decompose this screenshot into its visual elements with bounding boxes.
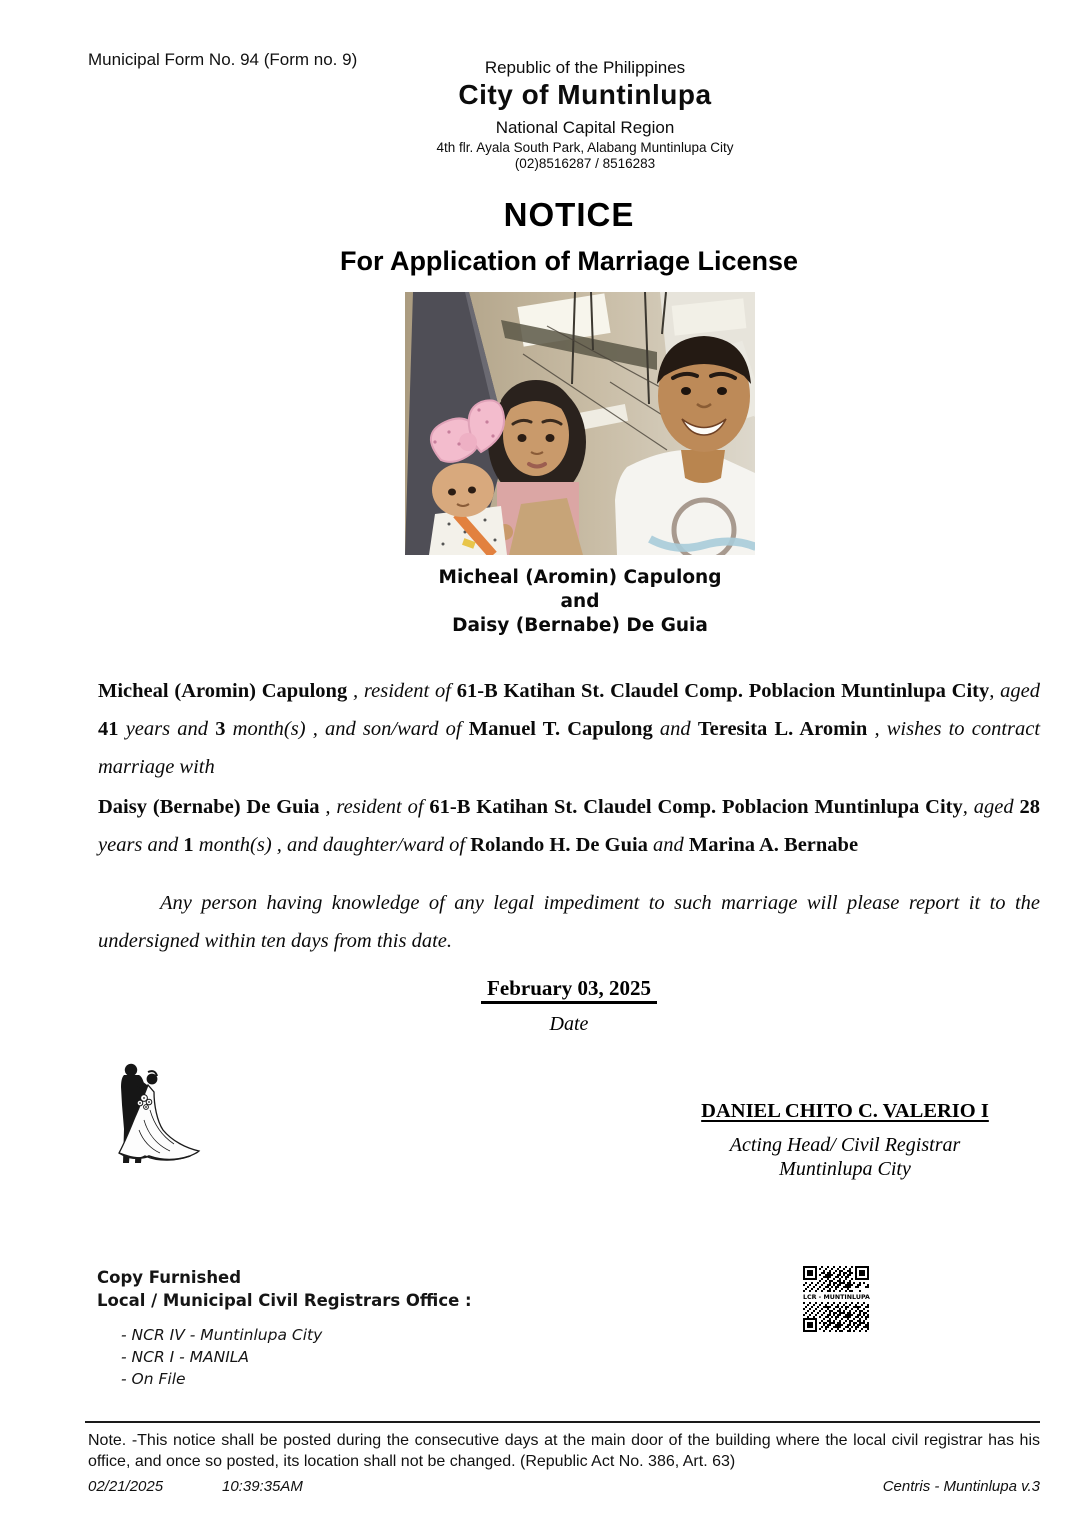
- registrar-city: Muntinlupa City: [779, 1158, 911, 1180]
- text-fragment: years and: [125, 718, 216, 740]
- bride-name: Daisy (Bernabe) De Guia: [452, 615, 708, 636]
- bride-age-years: 28: [1019, 796, 1040, 818]
- date-block: [98, 976, 1040, 1036]
- copy-furnished-block: [97, 1266, 517, 1390]
- qr-label: LCR - MUNTINLUPA: [803, 1294, 870, 1301]
- qr-code: [803, 1266, 869, 1332]
- groom-address: 61-B Katihan St. Claudel Comp. Poblacion Muntinlupa City: [456, 680, 990, 702]
- groom-name-inline: Micheal (Aromin) Capulong: [98, 680, 348, 702]
- list-item: - NCR IV - Muntinlupa City: [121, 1326, 323, 1344]
- posting-date: February 03, 2025: [481, 976, 657, 1004]
- registrar-title: Acting Head/ Civil Registrar: [729, 1134, 961, 1156]
- system-version: Centris - Muntinlupa v.3: [882, 1478, 1040, 1495]
- names-conjunction: and: [560, 591, 600, 612]
- registrar-name: DANIEL CHITO C. VALERIO I: [701, 1100, 989, 1122]
- groom-mother: Teresita L. Aromin: [697, 718, 875, 740]
- impediment-paragraph: Any person having knowledge of any legal impediment to such marriage will please report it to the undersigned within ten days from this date.: [98, 892, 1040, 952]
- letterhead-republic: Republic of the Philippines: [484, 58, 686, 77]
- text-fragment: , aged: [989, 680, 1041, 702]
- groom-age-months: 3: [215, 718, 233, 740]
- applicant-names: [98, 566, 1062, 638]
- letterhead-address: 4th flr. Ayala South Park, Alabang Muntinlupa City: [436, 140, 734, 155]
- print-date: 02/21/2025: [88, 1478, 164, 1495]
- footer-meta: [88, 1478, 1040, 1495]
- bride-address: 61-B Katihan St. Claudel Comp. Poblacion Muntinlupa City: [429, 796, 963, 818]
- applicants-photo: [405, 292, 755, 555]
- groom-father: Manuel T. Capulong: [468, 718, 660, 740]
- list-item: - NCR I - MANILA: [121, 1348, 250, 1366]
- groom-name: Micheal (Aromin) Capulong: [438, 567, 722, 588]
- text-fragment: and: [659, 718, 698, 740]
- copy-furnished-subheading: Local / Municipal Civil Registrars Office :: [97, 1291, 472, 1310]
- letterhead: [285, 58, 885, 171]
- form-number: Municipal Form No. 94 (Form no. 9): [88, 50, 358, 69]
- bride-paragraph: [98, 788, 1040, 864]
- document-titles: [98, 196, 1040, 277]
- date-label: Date: [549, 1013, 589, 1035]
- text-fragment: and: [653, 834, 689, 856]
- text-fragment: , wishes to contract marriage with: [98, 718, 1041, 778]
- text-fragment: , resident of: [319, 796, 430, 818]
- registrar-block: [600, 1100, 1086, 1181]
- bride-mother: Marina A. Bernabe: [688, 834, 859, 856]
- text-fragment: , aged: [962, 796, 1020, 818]
- text-fragment: , resident of: [347, 680, 457, 702]
- print-time: 10:39:35AM: [222, 1478, 303, 1495]
- text-fragment: month(s) , and daughter/ward of: [198, 834, 471, 856]
- page-title: NOTICE: [503, 196, 635, 233]
- letterhead-phone: (02)8516287 / 8516283: [514, 156, 656, 171]
- groom-paragraph: [98, 672, 1040, 786]
- list-item: - On File: [121, 1370, 186, 1388]
- letterhead-city: City of Muntinlupa: [458, 79, 712, 110]
- copy-furnished-heading: Copy Furnished: [97, 1268, 242, 1287]
- bride-father: Rolando H. De Guia: [470, 834, 654, 856]
- page-subtitle: For Application of Marriage License: [339, 246, 799, 276]
- groom-age-years: 41: [98, 718, 126, 740]
- bride-name-inline: Daisy (Bernabe) De Guia: [98, 796, 320, 818]
- text-fragment: years and: [98, 834, 184, 856]
- letterhead-region: National Capital Region: [495, 118, 675, 137]
- bride-age-months: 1: [183, 834, 199, 856]
- wedding-couple-art: [104, 1060, 204, 1168]
- copy-furnished-list: [121, 1324, 517, 1390]
- footer-divider: [85, 1421, 1040, 1423]
- footer-note: Note. -This notice shall be posted during the consecutive days at the main door of the building where the local civil registrar has his office, and once so posted, its location shall not be changed. (Republic Act No. 386, Art. 63): [88, 1432, 1040, 1470]
- text-fragment: month(s) , and son/ward of: [232, 718, 469, 740]
